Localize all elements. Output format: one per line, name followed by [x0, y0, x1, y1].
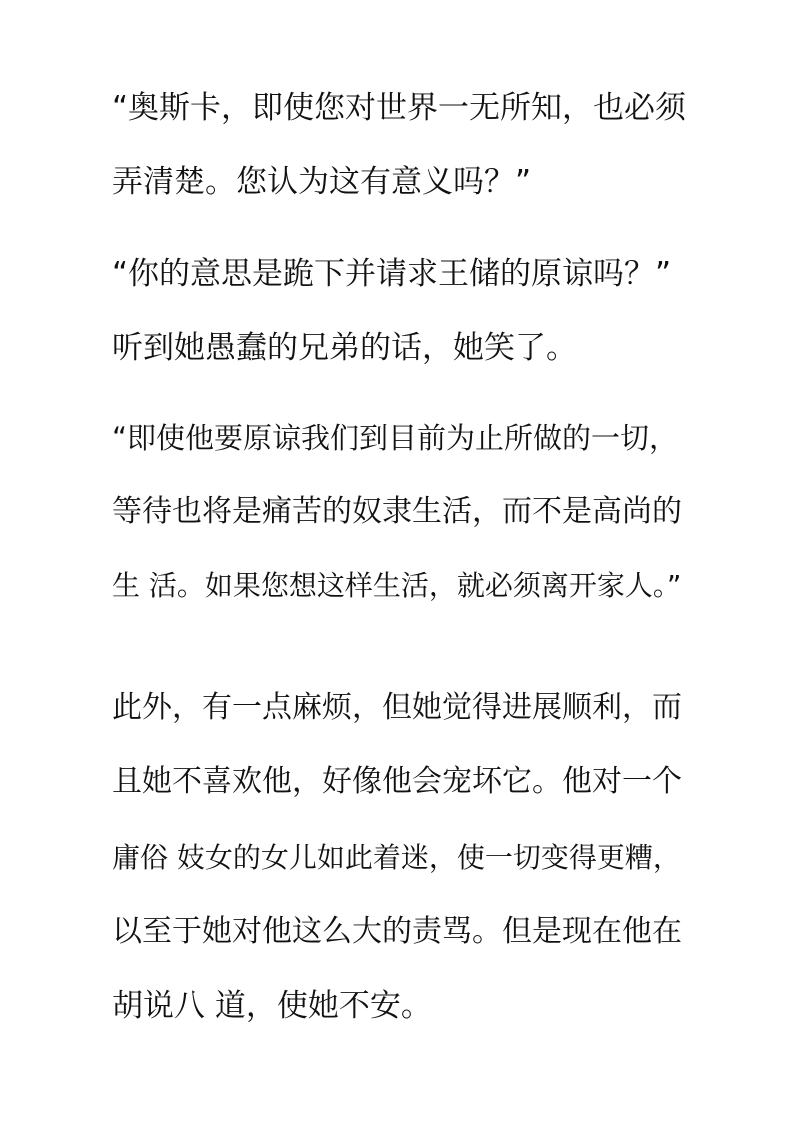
text-line: 且她不喜欢他，好像他会宠坏它。他对一个 [112, 764, 682, 799]
text-line: 听到她愚蠢的兄弟的话，她笑了。 [112, 330, 577, 366]
text-line: 庸俗 妓女的女儿如此着迷，使一切变得更糟， [112, 841, 681, 874]
text-line: 弄清楚。您认为这有意义吗？” [112, 164, 532, 200]
text-line: 等待也将是痛苦的奴隶生活，而不是高尚的 [112, 494, 682, 529]
text-line: 以至于她对他这么大的责骂。但是现在他在 [112, 914, 682, 949]
text-line: “你的意思是跪下并请求王储的原谅吗？” [112, 256, 672, 292]
text-line: “即使他要原谅我们到目前为止所做的一切， [112, 421, 679, 455]
text-line: 生 活。如果您想这样生活，就必须离开家人。” [112, 569, 682, 602]
text-line: 此外，有一点麻烦，但她觉得进展顺利，而 [112, 690, 682, 725]
text-line: 胡说八 道，使她不安。 [112, 988, 432, 1024]
text-line: “奥斯卡，即使您对世界一无所知，也必须 [112, 90, 687, 126]
